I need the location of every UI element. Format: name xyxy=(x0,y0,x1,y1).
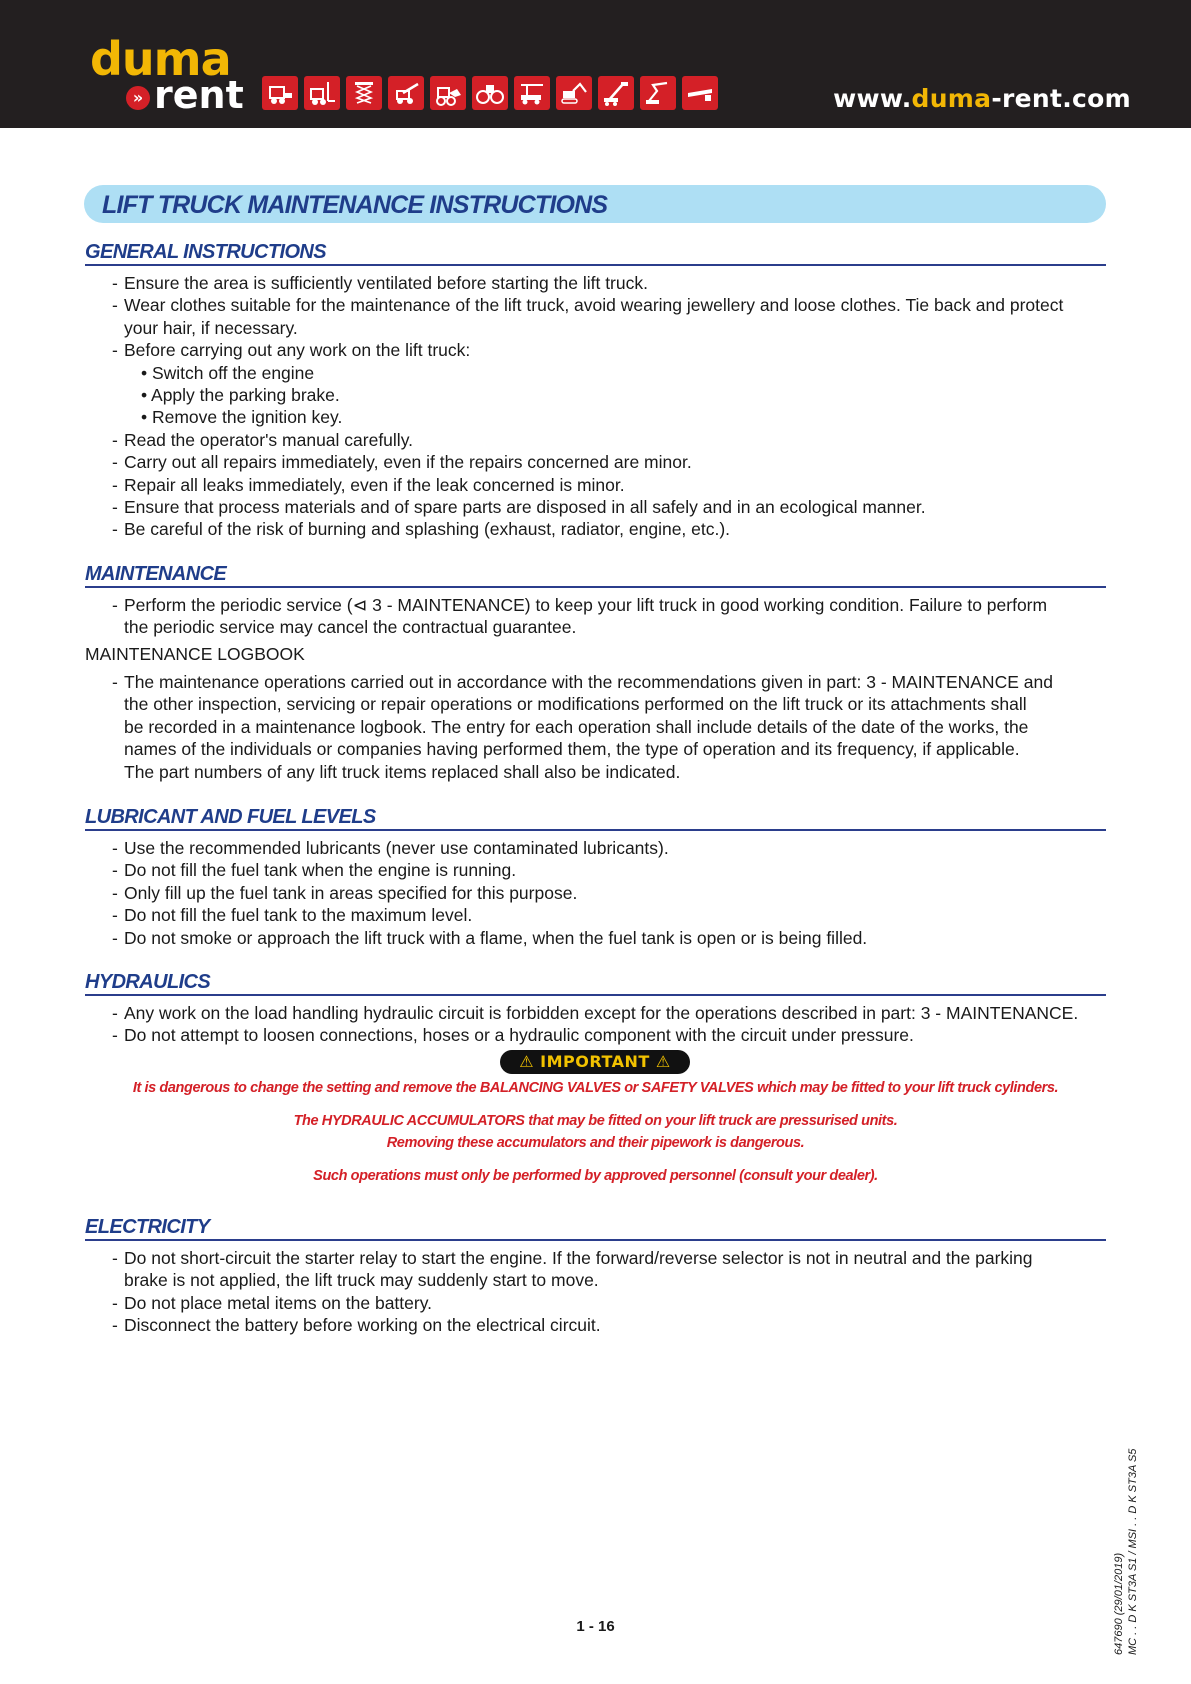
page-title-banner xyxy=(84,185,1106,223)
website-suffix: -rent.com xyxy=(991,84,1131,113)
list-item: - The maintenance operations carried out in accordance with the recommendations given in part: 3 - MAINTENANCE and xyxy=(112,672,1053,692)
list-item-continued: the periodic service may cancel the contractual guarantee. xyxy=(124,617,577,638)
list-item: - Read the operator's manual carefully. xyxy=(112,429,414,450)
list-item-continued: be recorded in a maintenance logbook. The entry for each operation shall include details of the date of the works, the xyxy=(124,716,1029,737)
excavator-icon xyxy=(556,76,592,110)
page-title: LIFT TRUCK MAINTENANCE INSTRUCTIONS xyxy=(102,191,608,219)
sub-list-item: • Remove the ignition key. xyxy=(141,407,343,428)
list-item: - Ensure that process materials and of spare parts are disposed in all safely and in an ecological manner. xyxy=(112,497,926,518)
logo-duma-text: duma xyxy=(90,32,231,86)
maintenance-heading: MAINTENANCE xyxy=(85,563,227,585)
scissor-lift-icon xyxy=(346,76,382,110)
maintenance-list xyxy=(112,594,1112,639)
list-item: - Be careful of the risk of burning and splashing (exhaust, radiator, engine, etc.). xyxy=(112,519,731,540)
section-heading-maintenance xyxy=(85,560,1106,588)
wheel-loader-icon xyxy=(430,76,466,110)
website-prefix: www. xyxy=(833,84,912,113)
list-item: - Only fill up the fuel tank in areas specified for this purpose. xyxy=(112,882,578,903)
list-item: - Do not fill the fuel tank to the maximum level. xyxy=(112,905,473,926)
document-reference xyxy=(1112,1445,1152,1655)
general-heading: GENERAL INSTRUCTIONS xyxy=(85,241,326,263)
document-reference-line: MC . . D K ST3A S1 / MSI . . D K ST3A S5 xyxy=(1127,1448,1139,1655)
compactor-icon xyxy=(472,76,508,110)
lubricant-heading: LUBRICANT AND FUEL LEVELS xyxy=(85,806,376,828)
list-item: - Perform the periodic service (⊲ 3 - MAINTENANCE) to keep your lift truck in good working condition. Failure to perform xyxy=(112,595,1048,615)
logo-arrow-icon: » xyxy=(126,86,150,110)
list-item-continued: names of the individuals or companies having performed them, the type of operation and its frequency, if applicable. xyxy=(124,739,1020,760)
website-link[interactable] xyxy=(833,84,1131,113)
page-number: 1 - 16 xyxy=(576,1618,615,1635)
logbook-list xyxy=(112,671,1112,783)
warning-text: The HYDRAULIC ACCUMULATORS that may be fitted on your lift truck are pressurised units. xyxy=(293,1113,898,1129)
sub-list-item: • Apply the parking brake. xyxy=(141,385,340,406)
list-item: - Disconnect the battery before working on the electrical circuit. xyxy=(112,1315,601,1336)
list-item-continued: brake is not applied, the lift truck may suddenly start to move. xyxy=(124,1270,599,1291)
list-item: - Do not smoke or approach the lift truck with a flame, when the fuel tank is open or is being filled. xyxy=(112,927,868,948)
list-item: - Do not fill the fuel tank when the engine is running. xyxy=(112,860,517,881)
list-item: - Do not place metal items on the battery. xyxy=(112,1292,433,1313)
section-heading-electricity xyxy=(85,1213,1106,1241)
general-instructions-list xyxy=(112,272,1112,541)
section-heading-general xyxy=(85,238,1106,266)
logbook-label: MAINTENANCE LOGBOOK xyxy=(85,644,305,664)
document-reference-line: 647690 (29/01/2019) xyxy=(1113,1552,1125,1655)
list-item: - Ensure the area is sufficiently ventilated before starting the lift truck. xyxy=(112,273,648,293)
electricity-list xyxy=(112,1247,1112,1337)
list-item: - Use the recommended lubricants (never use contaminated lubricants). xyxy=(112,838,669,858)
section-heading-lubricant xyxy=(85,803,1106,831)
crane-truck-icon xyxy=(514,76,550,110)
aerial-platform-icon xyxy=(682,76,718,110)
list-item: - Wear clothes suitable for the maintenance of the lift truck, avoid wearing jewellery and loose clothes. Tie back and protect xyxy=(112,295,1064,316)
important-warning-badge: ⚠ IMPORTANT ⚠ xyxy=(500,1050,690,1074)
list-item: - Before carrying out any work on the lift truck: xyxy=(112,340,471,361)
list-item: - Repair all leaks immediately, even if the leak concerned is minor. xyxy=(112,474,625,495)
list-item-continued: your hair, if necessary. xyxy=(124,317,298,338)
electricity-heading: ELECTRICITY xyxy=(85,1216,210,1238)
skid-steer-icon xyxy=(262,76,298,110)
boom-lift-icon xyxy=(598,76,634,110)
list-item: - Any work on the load handling hydraulic circuit is forbidden except for the operations described in part: 3 - MAINTENANCE. xyxy=(112,1003,1079,1023)
telehandler-icon xyxy=(388,76,424,110)
articulated-lift-icon xyxy=(640,76,676,110)
lubricant-list xyxy=(112,837,1112,949)
list-item-continued: The part numbers of any lift truck items replaced shall also be indicated. xyxy=(124,761,681,782)
forklift-icon xyxy=(304,76,340,110)
hydraulics-list xyxy=(112,1002,1112,1047)
header-bar xyxy=(0,0,1191,128)
logo-rent-text: rent xyxy=(154,73,244,117)
warning-text: Removing these accumulators and their pipework is dangerous. xyxy=(386,1135,805,1151)
section-heading-hydraulics xyxy=(85,968,1106,996)
warning-text: It is dangerous to change the setting and remove the BALANCING VALVES or SAFETY VALVES which may be fitted to your lift truck cylinders. xyxy=(132,1080,1059,1096)
reference-arrow-icon: ⊲ xyxy=(352,595,368,615)
sub-list-item: • Switch off the engine xyxy=(141,362,315,383)
warning-text: Such operations must only be performed by approved personnel (consult your dealer). xyxy=(313,1168,878,1184)
list-item: - Carry out all repairs immediately, even if the repairs concerned are minor. xyxy=(112,452,692,473)
list-item: - Do not attempt to loosen connections, hoses or a hydraulic component with the circuit under pressure. xyxy=(112,1025,914,1046)
website-accent: duma xyxy=(911,84,992,113)
list-item-continued: the other inspection, servicing or repair operations or modifications performed on the lift truck or its attachments shall xyxy=(124,694,1027,715)
duma-rent-logo[interactable] xyxy=(90,32,244,117)
list-item: - Do not short-circuit the starter relay to start the engine. If the forward/reverse selector is not in neutral and the parking xyxy=(112,1248,1033,1268)
hydraulics-heading: HYDRAULICS xyxy=(85,971,211,993)
machine-icons-strip xyxy=(262,76,718,112)
